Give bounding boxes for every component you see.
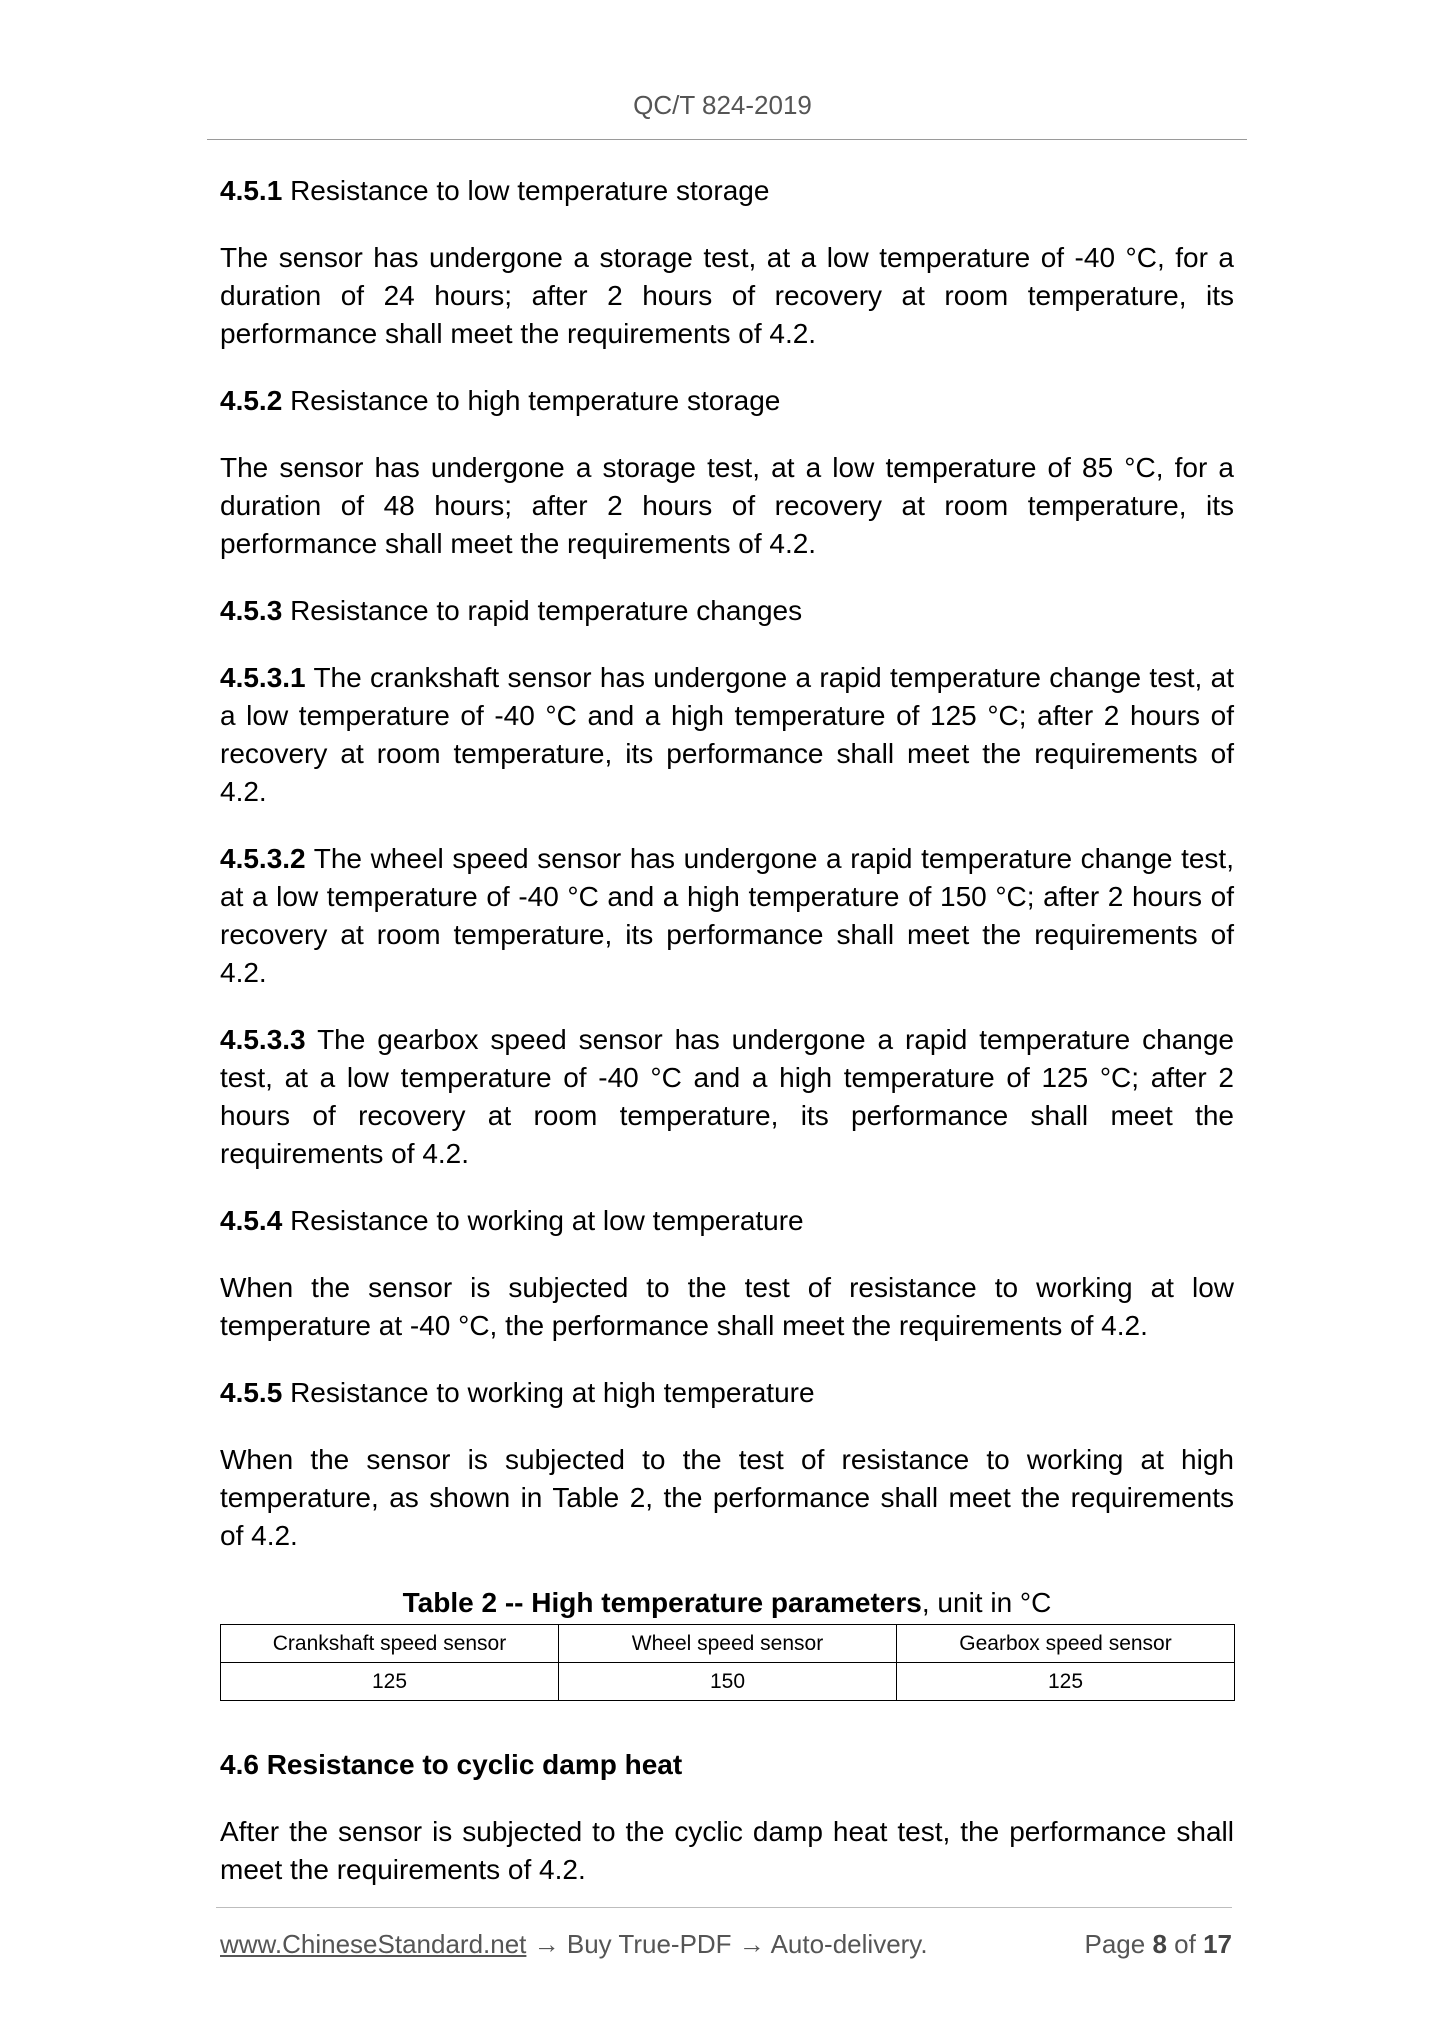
clause-number: 4.5.3.1: [220, 662, 306, 693]
page-number: [1084, 1926, 1232, 1962]
clause-number: 4.5.3.3: [220, 1024, 306, 1055]
table-cell: 125: [897, 1663, 1235, 1701]
footer-divider: [216, 1907, 1232, 1908]
clause-number: 4.5.3: [220, 595, 283, 626]
table-header-cell: Gearbox speed sensor: [897, 1625, 1235, 1663]
clause-title: Resistance to working at low temperature: [290, 1205, 804, 1236]
total-pages: 17: [1203, 1929, 1232, 1959]
footer-tagline: → Buy True-PDF → Auto-delivery.: [526, 1929, 928, 1959]
header-divider: [207, 139, 1247, 140]
clause-number: 4.5.5: [220, 1377, 283, 1408]
clause-title: Resistance to rapid temperature changes: [290, 595, 803, 626]
table-cell: 125: [221, 1663, 559, 1701]
clause-title: Resistance to working at high temperature: [290, 1377, 815, 1408]
table-header-cell: Crankshaft speed sensor: [221, 1625, 559, 1663]
table-header-row: [221, 1625, 1235, 1663]
table-caption-unit: , unit in °C: [921, 1587, 1052, 1618]
clause-4-5-5-heading: [220, 1374, 1234, 1412]
clause-4-5-1-heading: [220, 172, 1234, 210]
table-2-caption: [220, 1584, 1234, 1622]
clause-title: Resistance to high temperature storage: [290, 385, 781, 416]
clause-4-5-5-text: When the sensor is subjected to the test of resistance to working at high temperature, as shown in Table 2, the performance shall meet the requirements of 4.2.: [220, 1444, 1234, 1551]
clause-4-5-2-heading: [220, 382, 1234, 420]
clause-4-5-4-heading: [220, 1202, 1234, 1240]
clause-text: The wheel speed sensor has undergone a rapid temperature change test, at a low temperature of -40 °C and a high temperature of 150 °C; after 2 hours of recovery at room temperature, its performance shall meet the requirements of 4.2.: [220, 843, 1234, 988]
clause-4-5-3-1: [220, 659, 1234, 811]
clause-text: The gearbox speed sensor has undergone a rapid temperature change test, at a low temperature of -40 °C and a high temperature of 125 °C; after 2 hours of recovery at room temperature, its performance shall meet the requirements of 4.2.: [220, 1024, 1234, 1169]
page-word: Page: [1084, 1929, 1146, 1959]
clause-4-5-2-text: The sensor has undergone a storage test, at a low temperature of 85 °C, for a duration of 48 hours; after 2 hours of recovery at room temperature, its performance shall meet the requirements of 4.2.: [220, 452, 1234, 559]
clause-number: 4.5.1: [220, 175, 283, 206]
document-code-header: QC/T 824-2019: [633, 90, 812, 120]
clause-text: The crankshaft sensor has undergone a rapid temperature change test, at a low temperature of -40 °C and a high temperature of 125 °C; after 2 hours of recovery at room temperature, its performance shall meet the requirements of 4.2.: [220, 662, 1234, 807]
page-content: [220, 172, 1234, 1918]
clause-4-5-4-text: When the sensor is subjected to the test of resistance to working at low temperature at -40 °C, the performance shall meet the requirements of 4.2.: [220, 1272, 1234, 1341]
clause-title: Resistance to low temperature storage: [290, 175, 770, 206]
table-cell: 150: [559, 1663, 897, 1701]
table-row: [221, 1663, 1235, 1701]
table-caption-title: Table 2 -- High temperature parameters: [402, 1587, 922, 1618]
clause-number: 4.5.2: [220, 385, 283, 416]
of-word: of: [1174, 1929, 1196, 1959]
website-link[interactable]: www.ChineseStandard.net: [220, 1929, 527, 1959]
clause-4-6-heading: 4.6 Resistance to cyclic damp heat: [220, 1749, 683, 1780]
clause-4-5-3-2: [220, 840, 1234, 992]
current-page: 8: [1152, 1929, 1167, 1959]
table-header-cell: Wheel speed sensor: [559, 1625, 897, 1663]
clause-4-5-3-heading: [220, 592, 1234, 630]
clause-number: 4.5.3.2: [220, 843, 306, 874]
high-temperature-table: [220, 1624, 1235, 1701]
clause-number: 4.5.4: [220, 1205, 283, 1236]
clause-4-5-3-3: [220, 1021, 1234, 1173]
clause-4-6-text: After the sensor is subjected to the cyclic damp heat test, the performance shall meet the requirements of 4.2.: [220, 1816, 1234, 1885]
clause-4-5-1-text: The sensor has undergone a storage test, at a low temperature of -40 °C, for a duration of 24 hours; after 2 hours of recovery at room temperature, its performance shall meet the requirements of 4.2.: [220, 242, 1234, 349]
footer-promo: [220, 1926, 928, 1962]
